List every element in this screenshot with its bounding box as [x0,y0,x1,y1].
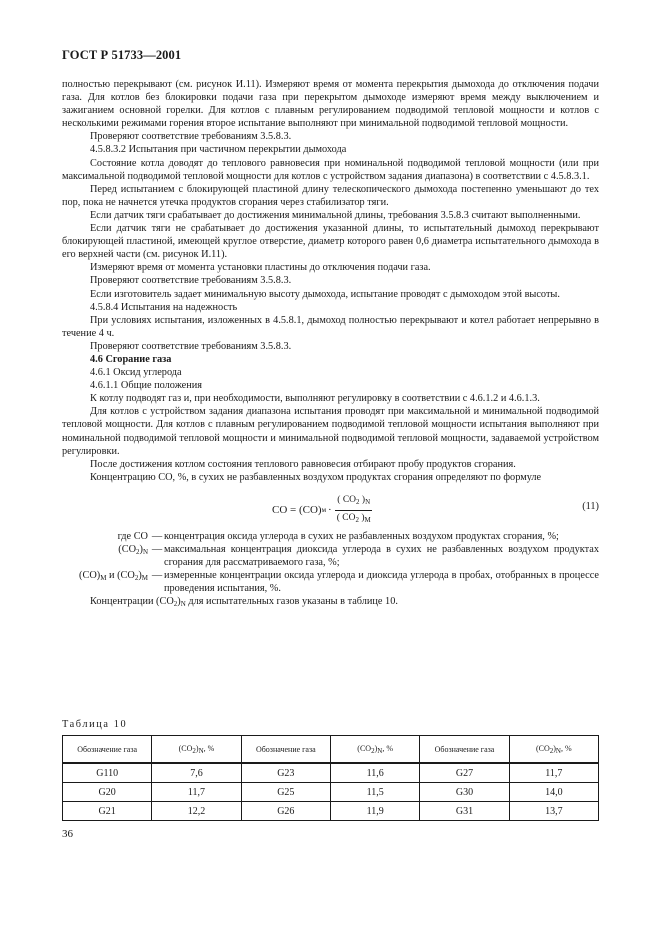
section-heading-bold: 4.6 Сгорание газа [90,353,172,365]
header-co2: $(СО_2)_N$, % [509,736,598,764]
section-heading: 4.6.1 Оксид углерода [90,367,182,379]
paragraph: Для котлов с устройством задания диапазона испытания проводят при максимальной и минимальной подводимой тепловой мощности. Для котлов с плавным регулированием подводимой тепловой мощности испытания выполняют при номинальной подводимой тепловой мощности и минимальной подводимой тепловой мощности, задаваемой устройством регулировки. [62,406,599,457]
formula-lhs-sub: м [321,505,327,514]
cell-gas: G31 [420,802,509,821]
cell-co2: 14,0 [509,783,598,802]
paragraph: Проверяют соответствие требованиям 3.5.8.3. [90,275,292,287]
header-co2: $(СО_2)_N$, % [330,736,419,764]
paragraph: Измеряют время от момента установки пластины до отключения подачи газа. [90,262,431,274]
paragraph: Проверяют соответствие требованиям 3.5.8.3. [90,340,292,352]
paragraph: полностью перекрывают (см. рисунок И.11). Измеряют время от момента перекрытия дымохода до отключения подачи газа. Для котлов без блокировки подачи газа при перекрытом дымоходе измеряют время между выключением и зажиганием основной горелки. Для котлов с плавным регулированием подводимой тепловой мощности и котлов с несколькими режимами горения второе испытание выполняют при минимальной подводимой тепловой мощности. [62,79,599,130]
equation-number: (11) [582,500,599,512]
cell-co2: 12,2 [152,802,241,821]
definition-item: $(СО)_М$ и $(СО_2)_М$ — измеренные концентрации оксида углерода и диоксида углерода в пробах, отобранных в процессе проведения испытания, %. [62,569,599,595]
cell-co2: 11,7 [152,783,241,802]
cell-gas: G26 [241,802,330,821]
cell-gas: G27 [420,763,509,783]
cell-co2: 11,7 [509,763,598,783]
page-number: 36 [62,828,73,840]
formula-denominator: ( $CO_2$ )$_M$ [336,513,371,524]
definition-item: $(СО_2)_N$ — максимальная концентрация диоксида углерода в сухих не разбавленных воздухом продуктах сгорания для рассматриваемого газа, %; [62,543,599,569]
definition-term: $(СО)_М$ и $(СО_2)_М$ [79,570,148,583]
cell-gas: G21 [63,802,152,821]
formula-numerator: ( $CO_2$ )$_N$ [335,494,372,511]
cell-co2: 11,5 [330,783,419,802]
cell-gas: G25 [241,783,330,802]
table-header-row [63,736,599,764]
header-co2: $(СО_2)_N$, % [152,736,241,764]
cell-gas: G110 [63,763,152,783]
section-heading: 4.6.1.1 Общие положения [90,380,203,392]
paragraph: После достижения котлом состояния теплового равновесия отбирают пробу продуктов сгорания. [90,458,516,470]
paragraph: Если изготовитель задает минимальную высоту дымохода, испытание проводят с дымоходом этой высоты. [90,288,560,300]
table-row [63,802,599,821]
header-gas: Обозначение газа [63,736,152,764]
section-heading: 4.5.8.4 Испытания на надежность [90,301,238,313]
definition-term: $(СО_2)_N$ [118,544,148,556]
cell-gas: G30 [420,783,509,802]
formula-fraction [335,494,373,527]
definition-desc: концентрация оксида углерода в сухих не разбавленных воздухом продуктах сгорания, %; [164,530,559,542]
paragraph: Если датчик тяги срабатывает до достижения минимальной длины, требования 3.5.8.3 считают выполненными. [90,209,581,221]
cell-co2: 7,6 [152,763,241,783]
paragraph: Концентрацию СО, %, в сухих не разбавленных воздухом продуктах сгорания определяют по формуле [90,471,542,483]
table-10 [62,735,599,821]
table-row [63,763,599,783]
cell-co2: 13,7 [509,802,598,821]
table-row [63,783,599,802]
formula-lhs: CO = (CO) [272,503,322,516]
paragraph: Состояние котла доводят до теплового равновесия при номинальной подводимой тепловой мощности (или при максимальной подводимой тепловой мощности для котлов с устройством задания диапазона) в соответствии с 4.5.8.3.1. [62,157,599,182]
paragraph: Если датчик тяги не срабатывает до достижения указанной длины, то испытательный дымоход перекрывают блокирующей пластиной, имеющей круглое отверстие, диаметр которого равен 0,6 диаметра испытательного дымохода в его верхней части (см. рисунок И.11). [62,223,599,261]
formula-block [62,490,599,528]
cell-gas: G23 [241,763,330,783]
definition-desc: максимальная концентрация диоксида углерода в сухих не разбавленных воздухом продуктах сгорания для рассматриваемого газа, %; [164,544,599,569]
document-body [62,78,599,611]
closing-paragraph: Концентрации $(СО_2)_N$ для испытательных газов указаны в таблице 10. [90,596,398,609]
paragraph: Перед испытанием с блокирующей пластиной длину телескопического дымохода постепенно уменьшают до тех пор, пока не начнется утечка продуктов сгорания через стабилизатор тяги. [62,183,599,208]
paragraph: К котлу подводят газ и, при необходимости, выполняют регулировку в соответствии с 4.6.1.2 и 4.6.1.3. [90,393,540,405]
section-heading: 4.5.8.3.2 Испытания при частичном перекрытии дымохода [90,144,347,156]
table-caption: Таблица 10 [62,719,128,730]
co-formula: CO = (CO) м · $\frac{( CO_2 )_N}{( CO_2 )_M}$ [272,494,373,527]
cell-co2: 11,9 [330,802,419,821]
header-gas: Обозначение газа [420,736,509,764]
definition-item: где СО — концентрация оксида углерода в сухих не разбавленных воздухом продуктах сгорания, %; [62,530,599,543]
cell-co2: 11,6 [330,763,419,783]
document-header: ГОСТ Р 51733—2001 [62,48,182,62]
definition-term: где СО [117,530,148,542]
formula-definitions [62,530,599,595]
paragraph: При условиях испытания, изложенных в 4.5.8.1, дымоход полностью перекрывают и котел работает непрерывно в течение 4 ч. [62,314,599,339]
paragraph: Проверяют соответствие требованиям 3.5.8.3. [90,131,292,143]
header-gas: Обозначение газа [241,736,330,764]
cell-gas: G20 [63,783,152,802]
definition-desc: измеренные концентрации оксида углерода и диоксида углерода в пробах, отобранных в процессе проведения испытания, %. [164,570,599,595]
